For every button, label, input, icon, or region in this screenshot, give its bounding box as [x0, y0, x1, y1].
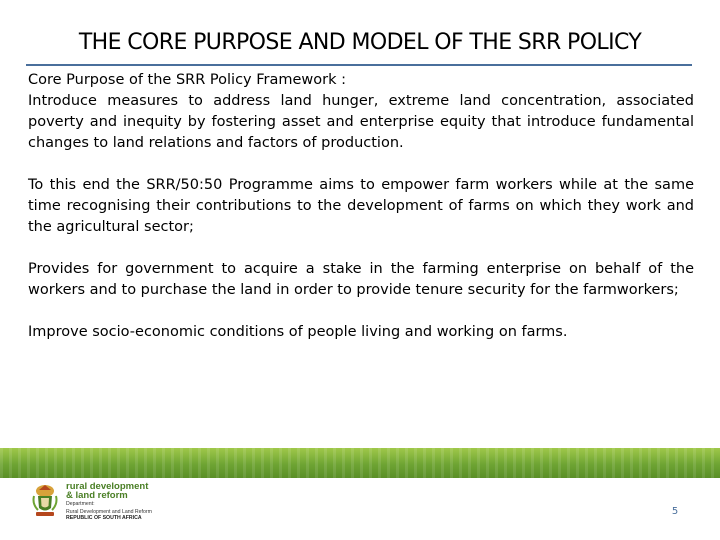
title-divider — [26, 64, 692, 66]
paragraph-2: To this end the SRR/50:50 Programme aims to empower farm workers while at the same time recognising their contributions to the development of farms on which they work and the agricultural sector; — [28, 177, 694, 235]
coat-of-arms-icon — [30, 482, 60, 520]
spacer — [28, 154, 694, 175]
logo-republic: REPUBLIC OF SOUTH AFRICA — [66, 515, 142, 522]
paragraph-1: Introduce measures to address land hunger, extreme land concentration, associated poverty and inequity by fostering asset and enterprise equity that introduce fundamental changes to land relations and factors of production. — [28, 93, 694, 151]
spacer — [28, 238, 694, 259]
page-number: 5 — [671, 506, 679, 517]
spacer — [28, 301, 694, 322]
slide-title: THE CORE PURPOSE AND MODEL OF THE SRR POLICY — [78, 30, 642, 55]
footer-band — [0, 448, 720, 478]
logo-line-1: rural development — [66, 481, 149, 492]
logo-line-2: & land reform — [66, 490, 128, 501]
department-logo — [30, 482, 180, 522]
section-heading: Core Purpose of the SRR Policy Framework : — [28, 72, 347, 88]
logo-department-name: Rural Development and Land Reform — [66, 508, 152, 515]
paragraph-3: Provides for government to acquire a stake in the farming enterprise on behalf of the workers and to purchase the land in order to provide tenure security for the farmworkers; — [28, 261, 694, 298]
paragraph-4: Improve socio-economic conditions of people living and working on farms. — [28, 324, 568, 340]
slide-body — [28, 70, 694, 343]
logo-text — [66, 482, 186, 521]
logo-department-label: Department: — [66, 501, 95, 507]
